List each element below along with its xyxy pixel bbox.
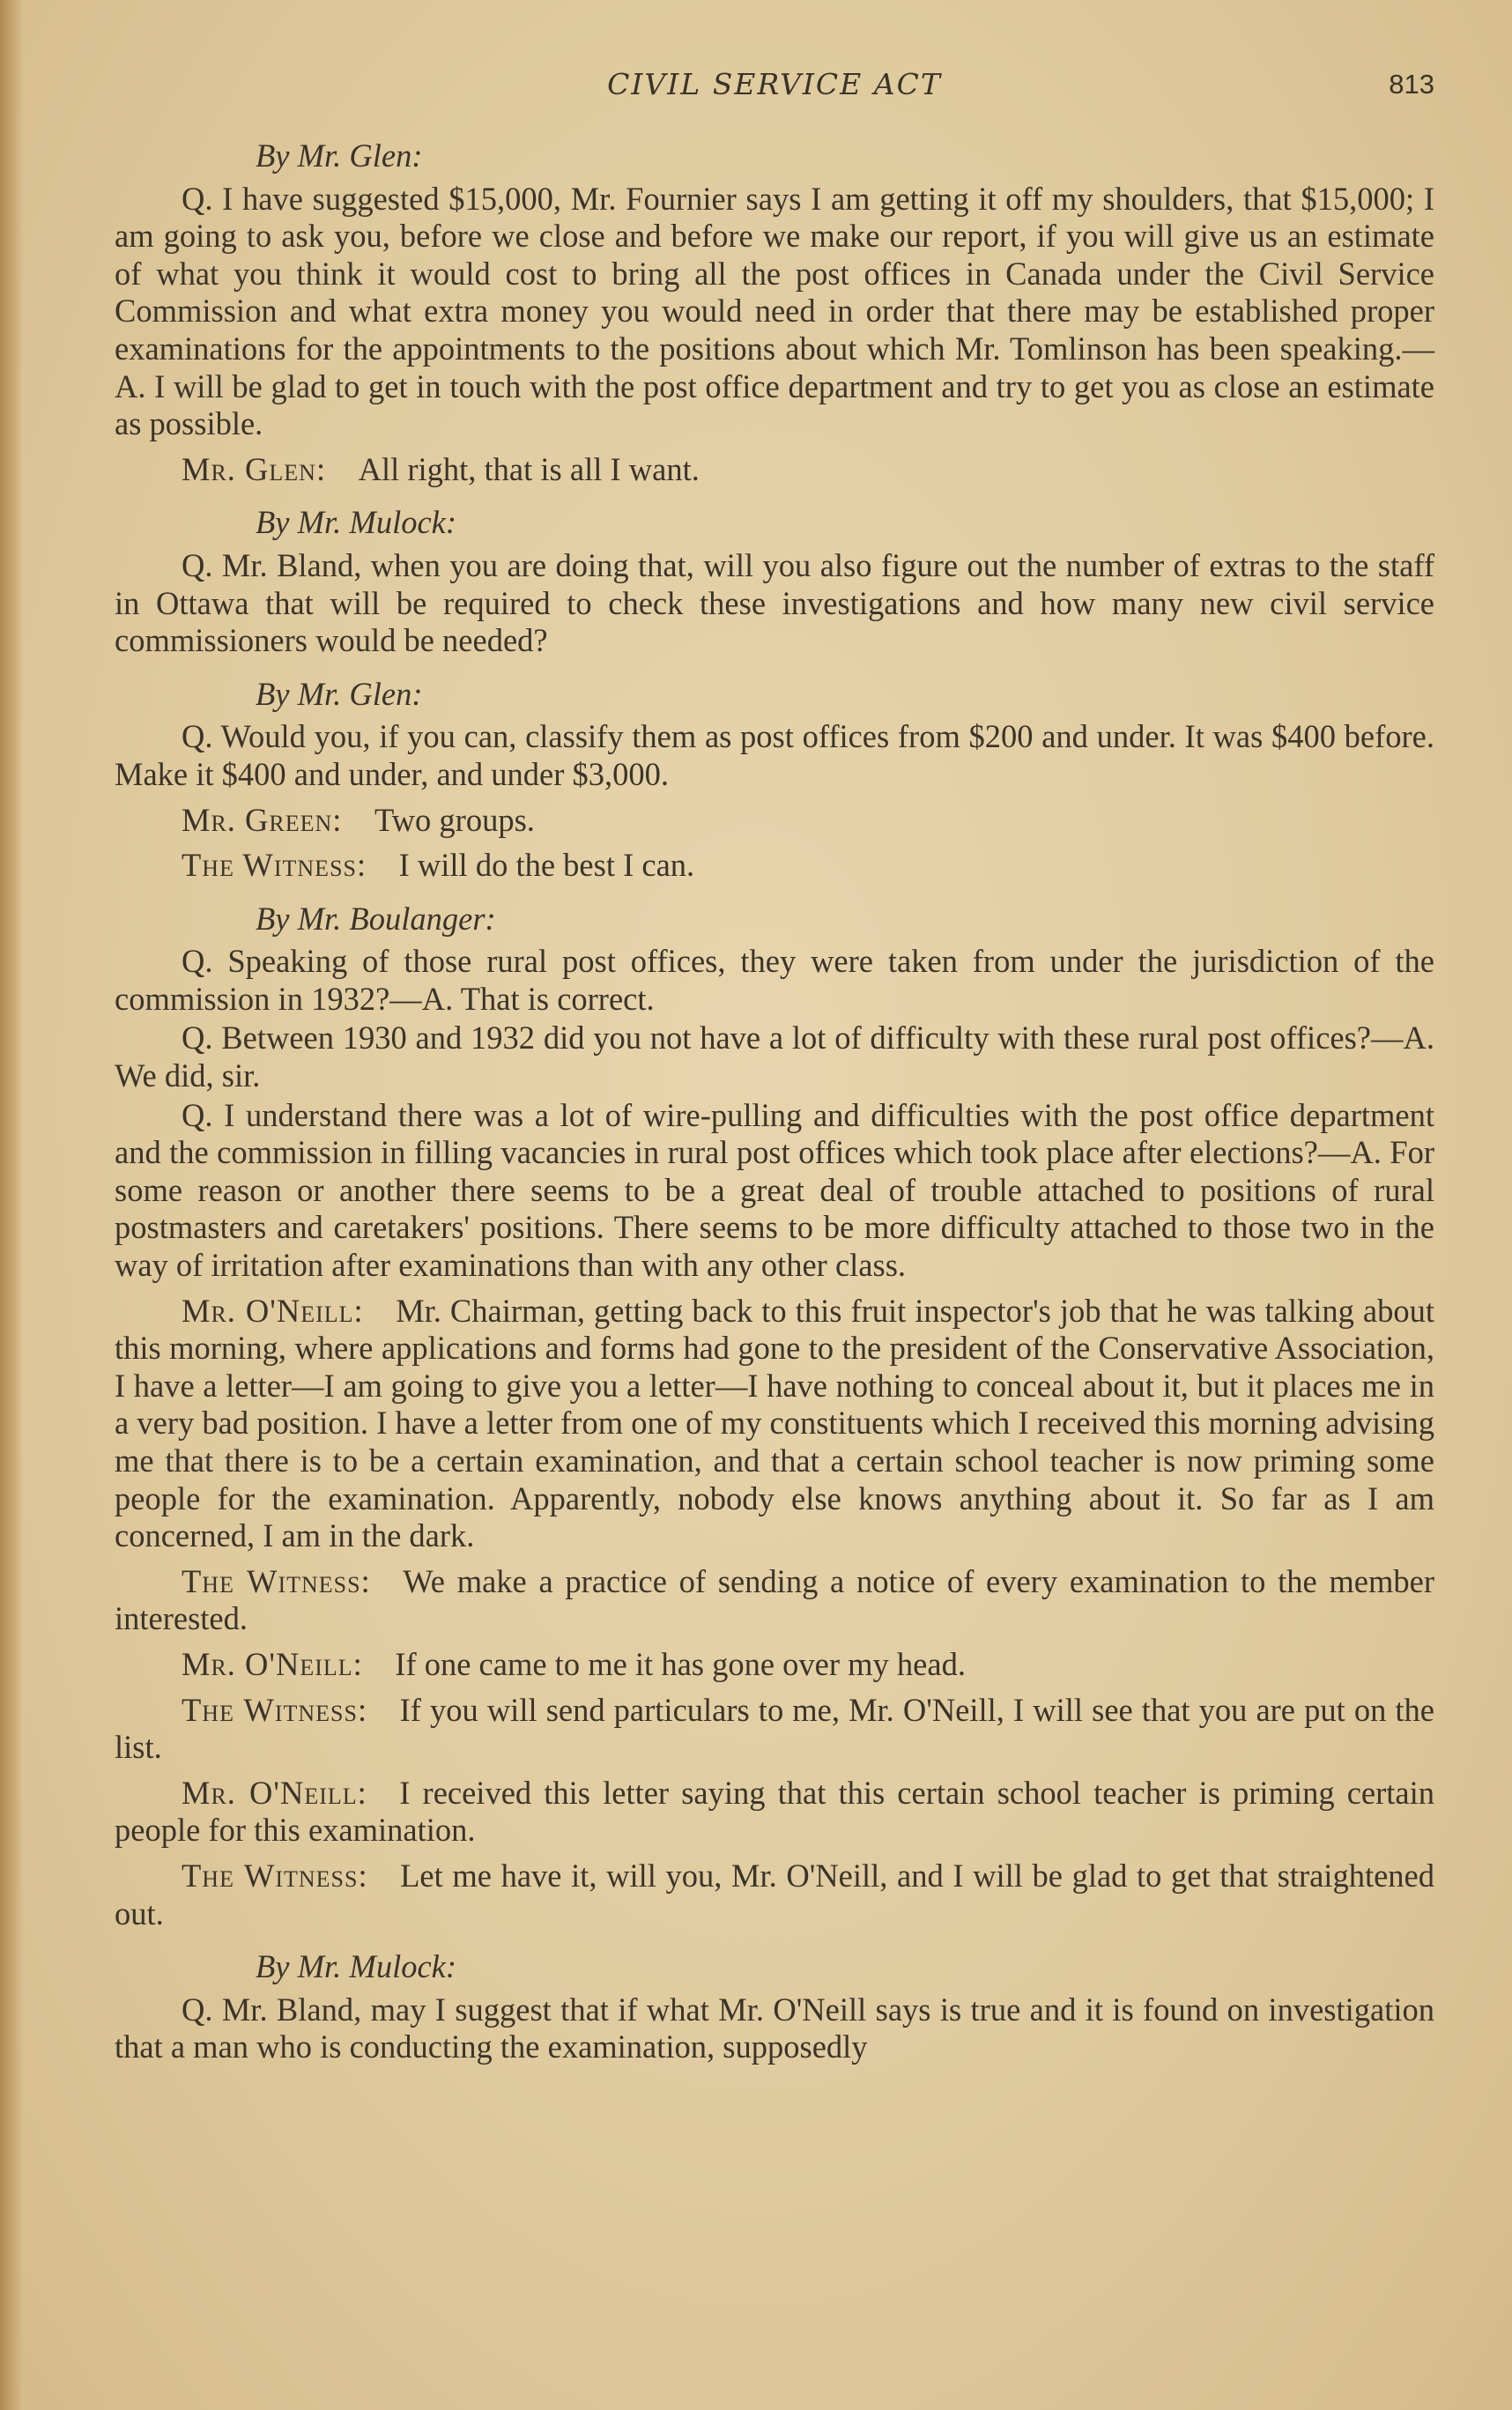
speaker-paragraph [115,1775,1434,1850]
running-title: CIVIL SERVICE ACT [607,67,942,101]
speaker-paragraph [115,802,1434,840]
question-answer-paragraph: Q. Would you, if you can, classify them as post offices from $200 and under. It was $400 before. Make it $400 and under, and under $3,000. [115,718,1434,792]
speaker-paragraph [115,1646,1434,1684]
question-answer-paragraph: Q. I understand there was a lot of wire-pulling and difficulties with the post office department and the commission in filling vacancies in rural post offices which took place after elections?—A. For some reason or another there seems to be a great deal of trouble attached to positions of rural postmasters and caretakers' positions. There seems to be more difficulty attached to those two in the way of irritation after examinations than with any other class. [115,1096,1434,1284]
question-answer-paragraph: Q. Mr. Bland, may I suggest that if what Mr. O'Neill says is true and it is found on investigation that a man who is conducting the examination, supposedly [115,1991,1434,2065]
question-answer-paragraph: Q. Speaking of those rural post offices, they were taken from under the jurisdiction of the commission in 1932?—A. That is correct. [115,943,1434,1017]
question-answer-paragraph: Q. Between 1930 and 1932 did you not have a lot of difficulty with these rural post offices?—A. We did, sir. [115,1020,1434,1094]
speaker-name: The Witness: [182,847,367,884]
speaker-name: Mr. O'Neill: [182,1645,363,1682]
speaker-name: The Witness: [182,1857,368,1894]
question-answer-paragraph: Q. I have suggested $15,000, Mr. Fournier says I am getting it off my shoulders, that $15,000; I am going to ask you, before we close and before we make our report, if you will give us an estimate of what you think it would cost to bring all the post offices in Canada under the Civil Service Commission and what extra money you would need in order that there may be established proper examinations for the appointments to the positions about which Mr. Tomlinson has been speaking.—A. I will be glad to get in touch with the post office department and try to get you as close an estimate as possible. [115,180,1434,442]
speaker-paragraph [115,847,1434,885]
page-number: 813 [1389,69,1434,100]
speaker-paragraph [115,1858,1434,1932]
speaker-name: The Witness: [182,1562,371,1599]
speaker-name: Mr. O'Neill: [182,1292,364,1329]
speech-text: Mr. Chairman, getting back to this fruit inspector's job that he was talking about this morning, where applications and forms had gone to the president of the Conservative Association, I have a letter—I am going to give you a letter—I have nothing to conceal about it, but it places me in a very bad position. I have a letter from one of my constituents which I received this morning advising me that there is to be a certain examination, and that a certain school teacher is now priming some people for the examination. Apparently, nobody else knows anything about it. So far as I am concerned, I am in the dark. [115,1292,1434,1554]
speaker-paragraph [115,1692,1434,1767]
examiner-heading: By Mr. Mulock: [256,504,457,541]
question-answer-paragraph: Q. Mr. Bland, when you are doing that, will you also figure out the number of extras to the staff in Ottawa that will be required to check these investigations and how many new civil service commissioners would be needed? [115,546,1434,659]
speech-text: I will do the best I can. [398,847,695,884]
speech-text: If one came to me it has gone over my head. [395,1645,966,1682]
speech-text: If you will send particulars to me, Mr. O'Neill, I will see that you are put on the list. [115,1691,1434,1766]
examiner-heading: By Mr. Glen: [256,137,423,174]
running-header [115,67,1434,111]
speaker-name: The Witness: [182,1691,368,1728]
speaker-name: Mr. Glen: [182,450,327,487]
speech-text: Let me have it, will you, Mr. O'Neill, and I will be glad to get that straightened out. [115,1857,1434,1932]
speaker-paragraph [115,1563,1434,1638]
speaker-name: Mr. O'Neill: [182,1774,367,1811]
body-text [115,137,1434,2074]
examiner-heading: By Mr. Mulock: [256,1948,457,1985]
speech-text: Two groups. [374,801,535,838]
examiner-heading: By Mr. Boulanger: [256,900,496,937]
speech-text: All right, that is all I want. [358,450,700,487]
speaker-name: Mr. Green: [182,801,343,838]
speaker-paragraph [115,451,1434,489]
speech-text: We make a practice of sending a notice of every examination to the member interested. [115,1562,1434,1637]
speaker-paragraph [115,1293,1434,1555]
speech-text: I received this letter saying that this certain school teacher is priming certain people for this examination. [115,1774,1434,1849]
page-binding-edge [0,0,23,2410]
examiner-heading: By Mr. Glen: [256,675,423,712]
